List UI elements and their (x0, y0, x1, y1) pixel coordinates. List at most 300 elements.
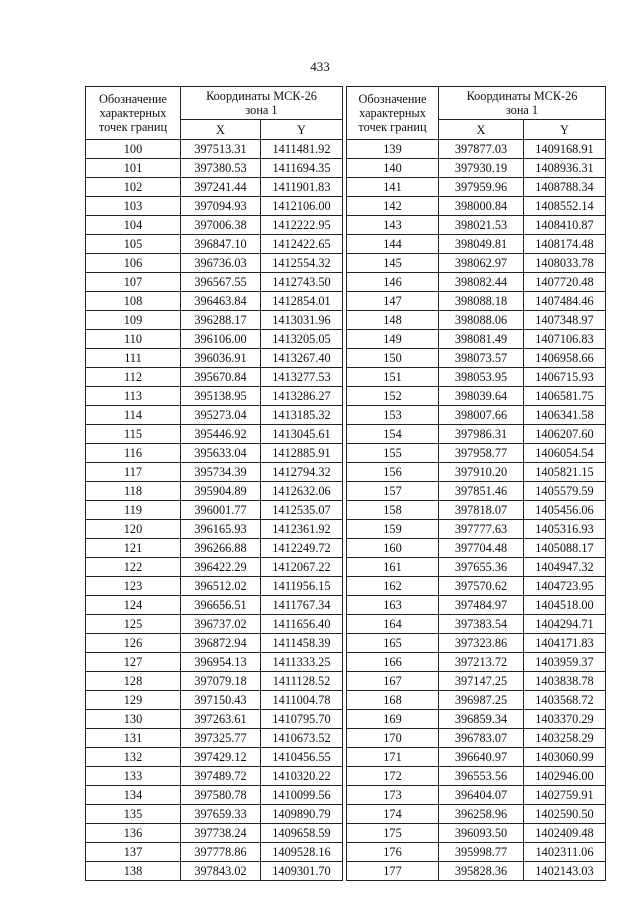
point-id-cell: 136 (86, 824, 181, 843)
x-coordinate-cell: 397079.18 (181, 672, 261, 691)
table-row (347, 824, 606, 843)
point-id-cell: 128 (86, 672, 181, 691)
table-row (347, 368, 606, 387)
point-name-header (86, 87, 181, 140)
x-coordinate-cell: 398007.66 (439, 406, 524, 425)
x-coordinate-cell: 397147.25 (439, 672, 524, 691)
x-coordinate-cell: 397818.07 (439, 501, 524, 520)
y-coordinate-cell: 1412422.65 (261, 235, 343, 254)
point-id-cell: 164 (347, 615, 439, 634)
x-coordinate-cell: 396106.00 (181, 330, 261, 349)
point-id-cell: 139 (347, 140, 439, 159)
point-id-cell: 132 (86, 748, 181, 767)
table-row (347, 349, 606, 368)
point-id-cell: 114 (86, 406, 181, 425)
y-coordinate-cell: 1412249.72 (261, 539, 343, 558)
point-id-cell: 142 (347, 197, 439, 216)
point-id-cell: 173 (347, 786, 439, 805)
table-row (86, 805, 343, 824)
table-row (347, 805, 606, 824)
y-coordinate-cell: 1411333.25 (261, 653, 343, 672)
point-id-cell: 158 (347, 501, 439, 520)
point-id-cell: 137 (86, 843, 181, 862)
table-row (347, 558, 606, 577)
x-coordinate-cell: 398049.81 (439, 235, 524, 254)
x-coordinate-cell: 395828.36 (439, 862, 524, 881)
point-id-cell: 152 (347, 387, 439, 406)
table-row (86, 444, 343, 463)
header-line: точек границ (98, 120, 168, 134)
point-id-cell: 169 (347, 710, 439, 729)
x-coordinate-cell: 396404.07 (439, 786, 524, 805)
table-row (86, 178, 343, 197)
coordinates-table-left (85, 86, 343, 881)
table-row (347, 235, 606, 254)
point-id-cell: 106 (86, 254, 181, 273)
table-row (347, 862, 606, 881)
y-coordinate-cell: 1406207.60 (524, 425, 606, 444)
y-coordinate-cell: 1402590.50 (524, 805, 606, 824)
point-id-cell: 101 (86, 159, 181, 178)
point-id-cell: 148 (347, 311, 439, 330)
y-coordinate-cell: 1412854.01 (261, 292, 343, 311)
x-coordinate-cell: 397910.20 (439, 463, 524, 482)
table-row (86, 558, 343, 577)
y-coordinate-cell: 1408552.14 (524, 197, 606, 216)
x-coordinate-cell: 397484.97 (439, 596, 524, 615)
table-row (86, 197, 343, 216)
y-coordinate-cell: 1408788.34 (524, 178, 606, 197)
x-coordinate-cell: 398082.44 (439, 273, 524, 292)
table-row (86, 216, 343, 235)
y-coordinate-cell: 1402311.06 (524, 843, 606, 862)
table-row (347, 216, 606, 235)
x-coordinate-cell: 397325.77 (181, 729, 261, 748)
x-coordinate-cell: 397930.19 (439, 159, 524, 178)
y-coordinate-cell: 1412106.00 (261, 197, 343, 216)
table-row (86, 330, 343, 349)
y-coordinate-cell: 1407106.83 (524, 330, 606, 349)
y-coordinate-cell: 1411694.35 (261, 159, 343, 178)
y-coordinate-cell: 1410320.22 (261, 767, 343, 786)
x-coordinate-cell: 396954.13 (181, 653, 261, 672)
point-id-cell: 102 (86, 178, 181, 197)
x-coordinate-cell: 396258.96 (439, 805, 524, 824)
table-row (86, 862, 343, 881)
y-coordinate-cell: 1403838.78 (524, 672, 606, 691)
x-coordinate-cell: 396288.17 (181, 311, 261, 330)
y-coordinate-cell: 1413045.61 (261, 425, 343, 444)
y-coordinate-cell: 1413031.96 (261, 311, 343, 330)
x-coordinate-cell: 395138.95 (181, 387, 261, 406)
y-coordinate-cell: 1409658.59 (261, 824, 343, 843)
x-coordinate-cell: 396640.97 (439, 748, 524, 767)
x-coordinate-cell: 395633.04 (181, 444, 261, 463)
point-id-cell: 171 (347, 748, 439, 767)
x-column-header: X (439, 120, 524, 140)
y-coordinate-cell: 1409528.16 (261, 843, 343, 862)
x-coordinate-cell: 396036.91 (181, 349, 261, 368)
point-id-cell: 107 (86, 273, 181, 292)
point-id-cell: 156 (347, 463, 439, 482)
x-coordinate-cell: 397241.44 (181, 178, 261, 197)
x-coordinate-cell: 395273.04 (181, 406, 261, 425)
y-coordinate-cell: 1413205.05 (261, 330, 343, 349)
x-coordinate-cell: 397659.33 (181, 805, 261, 824)
y-coordinate-cell: 1402759.91 (524, 786, 606, 805)
x-coordinate-cell: 396422.29 (181, 558, 261, 577)
y-coordinate-cell: 1410673.52 (261, 729, 343, 748)
x-coordinate-cell: 396512.02 (181, 577, 261, 596)
x-column-header: X (181, 120, 261, 140)
x-coordinate-cell: 398021.53 (439, 216, 524, 235)
point-id-cell: 177 (347, 862, 439, 881)
table-row (86, 577, 343, 596)
point-id-cell: 170 (347, 729, 439, 748)
x-coordinate-cell: 397851.46 (439, 482, 524, 501)
table-row (347, 197, 606, 216)
table-row (347, 425, 606, 444)
coordinates-group-header (439, 87, 606, 120)
point-id-cell: 105 (86, 235, 181, 254)
x-coordinate-cell: 397429.12 (181, 748, 261, 767)
x-coordinate-cell: 396859.34 (439, 710, 524, 729)
x-coordinate-cell: 397986.31 (439, 425, 524, 444)
table-row (86, 292, 343, 311)
x-coordinate-cell: 395734.39 (181, 463, 261, 482)
table-row (347, 596, 606, 615)
table-row (347, 159, 606, 178)
table-row (86, 368, 343, 387)
x-coordinate-cell: 396553.56 (439, 767, 524, 786)
point-id-cell: 140 (347, 159, 439, 178)
x-coordinate-cell: 395998.77 (439, 843, 524, 862)
point-id-cell: 108 (86, 292, 181, 311)
x-coordinate-cell: 398081.49 (439, 330, 524, 349)
header-line: зона 1 (505, 103, 539, 117)
y-coordinate-cell: 1412794.32 (261, 463, 343, 482)
table-row (347, 292, 606, 311)
table-row (86, 463, 343, 482)
y-coordinate-cell: 1405821.15 (524, 463, 606, 482)
point-id-cell: 125 (86, 615, 181, 634)
x-coordinate-cell: 398073.57 (439, 349, 524, 368)
y-coordinate-cell: 1409168.91 (524, 140, 606, 159)
x-coordinate-cell: 397877.03 (439, 140, 524, 159)
x-coordinate-cell: 396165.93 (181, 520, 261, 539)
point-id-cell: 127 (86, 653, 181, 672)
point-id-cell: 160 (347, 539, 439, 558)
table-row (347, 330, 606, 349)
table-row (86, 311, 343, 330)
table-row (347, 748, 606, 767)
point-id-cell: 116 (86, 444, 181, 463)
point-id-cell: 123 (86, 577, 181, 596)
point-id-cell: 112 (86, 368, 181, 387)
y-coordinate-cell: 1402946.00 (524, 767, 606, 786)
table-row (86, 672, 343, 691)
table-row (86, 273, 343, 292)
table-row (86, 501, 343, 520)
table-row (347, 501, 606, 520)
x-coordinate-cell: 397777.63 (439, 520, 524, 539)
header-line: характерных (99, 106, 167, 120)
coordinates-group-header (181, 87, 343, 120)
y-coordinate-cell: 1413267.40 (261, 349, 343, 368)
y-coordinate-cell: 1405456.06 (524, 501, 606, 520)
point-id-cell: 146 (347, 273, 439, 292)
table-row (347, 577, 606, 596)
point-id-cell: 153 (347, 406, 439, 425)
x-coordinate-cell: 395670.84 (181, 368, 261, 387)
y-coordinate-cell: 1403959.37 (524, 653, 606, 672)
table-row (86, 615, 343, 634)
x-coordinate-cell: 397380.53 (181, 159, 261, 178)
table-row (347, 254, 606, 273)
y-coordinate-cell: 1408936.31 (524, 159, 606, 178)
point-id-cell: 135 (86, 805, 181, 824)
table-row (347, 729, 606, 748)
x-coordinate-cell: 396847.10 (181, 235, 261, 254)
point-id-cell: 113 (86, 387, 181, 406)
point-id-cell: 110 (86, 330, 181, 349)
y-coordinate-cell: 1411128.52 (261, 672, 343, 691)
table-row (347, 463, 606, 482)
table-row (347, 615, 606, 634)
y-coordinate-cell: 1412554.32 (261, 254, 343, 273)
point-id-cell: 119 (86, 501, 181, 520)
point-id-cell: 111 (86, 349, 181, 368)
table-row (347, 634, 606, 653)
point-id-cell: 167 (347, 672, 439, 691)
table-row (86, 159, 343, 178)
point-id-cell: 168 (347, 691, 439, 710)
y-coordinate-cell: 1411481.92 (261, 140, 343, 159)
x-coordinate-cell: 398053.95 (439, 368, 524, 387)
table-body-right (347, 140, 606, 881)
point-id-cell: 104 (86, 216, 181, 235)
point-id-cell: 126 (86, 634, 181, 653)
table-row (86, 653, 343, 672)
table-row (347, 672, 606, 691)
y-column-header: Y (524, 120, 606, 140)
x-coordinate-cell: 397213.72 (439, 653, 524, 672)
x-coordinate-cell: 398088.18 (439, 292, 524, 311)
x-coordinate-cell: 397383.54 (439, 615, 524, 634)
point-id-cell: 174 (347, 805, 439, 824)
table-row (347, 786, 606, 805)
point-id-cell: 133 (86, 767, 181, 786)
x-coordinate-cell: 397958.77 (439, 444, 524, 463)
y-coordinate-cell: 1407484.46 (524, 292, 606, 311)
point-id-cell: 145 (347, 254, 439, 273)
x-coordinate-cell: 396093.50 (439, 824, 524, 843)
x-coordinate-cell: 397704.48 (439, 539, 524, 558)
y-coordinate-cell: 1409301.70 (261, 862, 343, 881)
point-id-cell: 155 (347, 444, 439, 463)
table-row (86, 406, 343, 425)
y-coordinate-cell: 1406581.75 (524, 387, 606, 406)
y-coordinate-cell: 1403370.29 (524, 710, 606, 729)
point-id-cell: 115 (86, 425, 181, 444)
table-row (86, 843, 343, 862)
x-coordinate-cell: 397738.24 (181, 824, 261, 843)
x-coordinate-cell: 396987.25 (439, 691, 524, 710)
point-id-cell: 162 (347, 577, 439, 596)
y-coordinate-cell: 1411458.39 (261, 634, 343, 653)
y-column-header: Y (261, 120, 343, 140)
y-coordinate-cell: 1410456.55 (261, 748, 343, 767)
y-coordinate-cell: 1411901.83 (261, 178, 343, 197)
table-row (347, 691, 606, 710)
header-line: характерных (359, 106, 426, 120)
x-coordinate-cell: 396266.88 (181, 539, 261, 558)
y-coordinate-cell: 1404171.83 (524, 634, 606, 653)
point-id-cell: 120 (86, 520, 181, 539)
x-coordinate-cell: 396463.84 (181, 292, 261, 311)
point-id-cell: 103 (86, 197, 181, 216)
point-id-cell: 166 (347, 653, 439, 672)
table-row (347, 273, 606, 292)
point-id-cell: 172 (347, 767, 439, 786)
x-coordinate-cell: 395446.92 (181, 425, 261, 444)
y-coordinate-cell: 1411767.34 (261, 596, 343, 615)
point-id-cell: 149 (347, 330, 439, 349)
y-coordinate-cell: 1403258.29 (524, 729, 606, 748)
y-coordinate-cell: 1406341.58 (524, 406, 606, 425)
table-row (347, 520, 606, 539)
y-coordinate-cell: 1407348.97 (524, 311, 606, 330)
table-row (347, 406, 606, 425)
header-line: точек границ (358, 120, 427, 134)
point-id-cell: 134 (86, 786, 181, 805)
y-coordinate-cell: 1405579.59 (524, 482, 606, 501)
x-coordinate-cell: 397580.78 (181, 786, 261, 805)
x-coordinate-cell: 398039.64 (439, 387, 524, 406)
x-coordinate-cell: 397570.62 (439, 577, 524, 596)
table-row (347, 653, 606, 672)
y-coordinate-cell: 1412632.06 (261, 482, 343, 501)
table-row (86, 691, 343, 710)
point-id-cell: 150 (347, 349, 439, 368)
header-line: Координаты МСК-26 (206, 89, 317, 103)
y-coordinate-cell: 1413277.53 (261, 368, 343, 387)
point-id-cell: 118 (86, 482, 181, 501)
y-coordinate-cell: 1404518.00 (524, 596, 606, 615)
x-coordinate-cell: 397263.61 (181, 710, 261, 729)
coordinates-table-right (346, 86, 606, 881)
table-row (86, 729, 343, 748)
table-row (347, 444, 606, 463)
point-id-cell: 124 (86, 596, 181, 615)
table-row (347, 387, 606, 406)
table-row (86, 710, 343, 729)
y-coordinate-cell: 1411656.40 (261, 615, 343, 634)
page-number: 433 (310, 59, 330, 74)
table-row (347, 539, 606, 558)
table-row (86, 767, 343, 786)
y-coordinate-cell: 1412743.50 (261, 273, 343, 292)
point-id-cell: 161 (347, 558, 439, 577)
y-coordinate-cell: 1404947.32 (524, 558, 606, 577)
y-coordinate-cell: 1409890.79 (261, 805, 343, 824)
point-id-cell: 141 (347, 178, 439, 197)
y-coordinate-cell: 1406054.54 (524, 444, 606, 463)
point-id-cell: 175 (347, 824, 439, 843)
y-coordinate-cell: 1404294.71 (524, 615, 606, 634)
x-coordinate-cell: 397843.02 (181, 862, 261, 881)
table-row (86, 254, 343, 273)
y-coordinate-cell: 1402409.48 (524, 824, 606, 843)
table-row (86, 235, 343, 254)
table-row (86, 425, 343, 444)
y-coordinate-cell: 1408033.78 (524, 254, 606, 273)
y-coordinate-cell: 1412885.91 (261, 444, 343, 463)
y-coordinate-cell: 1412361.92 (261, 520, 343, 539)
table-row (86, 748, 343, 767)
table-row (347, 178, 606, 197)
x-coordinate-cell: 396567.55 (181, 273, 261, 292)
table-row (86, 596, 343, 615)
x-coordinate-cell: 396872.94 (181, 634, 261, 653)
y-coordinate-cell: 1407720.48 (524, 273, 606, 292)
point-id-cell: 157 (347, 482, 439, 501)
header-line: зона 1 (245, 103, 278, 117)
y-coordinate-cell: 1404723.95 (524, 577, 606, 596)
y-coordinate-cell: 1402143.03 (524, 862, 606, 881)
table-row (347, 767, 606, 786)
x-coordinate-cell: 398062.97 (439, 254, 524, 273)
point-id-cell: 100 (86, 140, 181, 159)
table-row (86, 634, 343, 653)
y-coordinate-cell: 1412535.07 (261, 501, 343, 520)
point-id-cell: 165 (347, 634, 439, 653)
y-coordinate-cell: 1403060.99 (524, 748, 606, 767)
y-coordinate-cell: 1406715.93 (524, 368, 606, 387)
point-id-cell: 122 (86, 558, 181, 577)
x-coordinate-cell: 396737.02 (181, 615, 261, 634)
point-id-cell: 117 (86, 463, 181, 482)
x-coordinate-cell: 396656.51 (181, 596, 261, 615)
x-coordinate-cell: 396783.07 (439, 729, 524, 748)
table-row (347, 311, 606, 330)
y-coordinate-cell: 1411004.78 (261, 691, 343, 710)
x-coordinate-cell: 397150.43 (181, 691, 261, 710)
table-row (347, 482, 606, 501)
y-coordinate-cell: 1412067.22 (261, 558, 343, 577)
table-row (86, 482, 343, 501)
y-coordinate-cell: 1405316.93 (524, 520, 606, 539)
x-coordinate-cell: 397094.93 (181, 197, 261, 216)
table-row (347, 843, 606, 862)
point-id-cell: 109 (86, 311, 181, 330)
y-coordinate-cell: 1408410.87 (524, 216, 606, 235)
table-row (86, 520, 343, 539)
table-row (86, 349, 343, 368)
point-id-cell: 154 (347, 425, 439, 444)
header-line: Координаты МСК-26 (466, 89, 578, 103)
y-coordinate-cell: 1413185.32 (261, 406, 343, 425)
table-row (86, 140, 343, 159)
y-coordinate-cell: 1405088.17 (524, 539, 606, 558)
table-row (86, 786, 343, 805)
header-line: Обозначение (358, 92, 427, 106)
point-name-header (347, 87, 439, 140)
header-line: Обозначение (99, 92, 167, 106)
point-id-cell: 143 (347, 216, 439, 235)
table-body-left (86, 140, 343, 881)
point-id-cell: 163 (347, 596, 439, 615)
